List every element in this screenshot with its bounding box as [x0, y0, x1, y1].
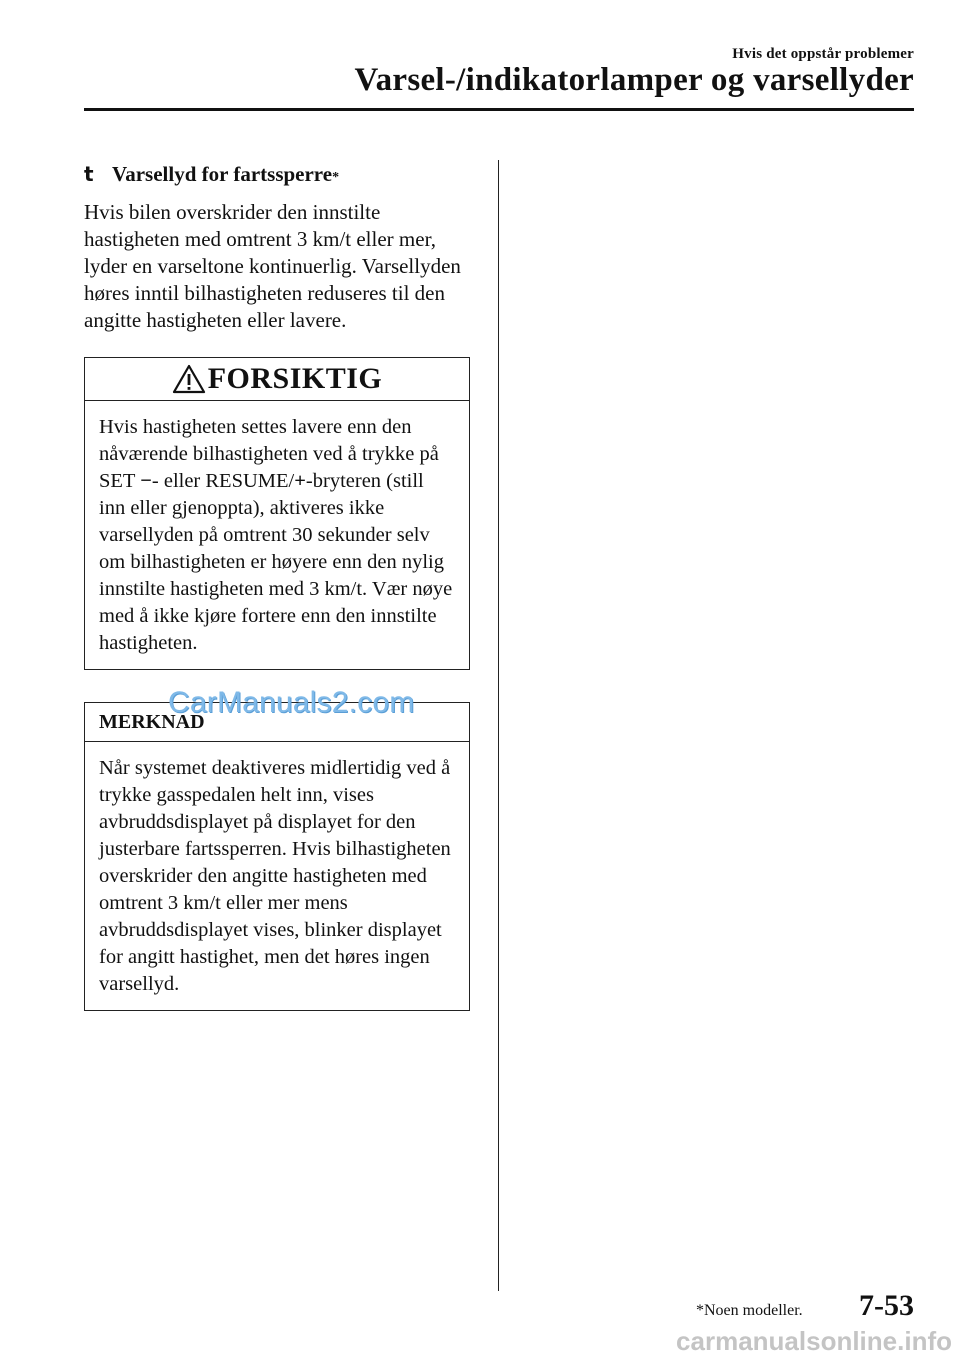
note-header: MERKNAD: [85, 703, 469, 742]
warning-triangle-icon: [172, 364, 206, 394]
resume-plus-symbol: +: [294, 470, 306, 492]
page-title: Varsel-/indikatorlamper og varsellyder: [354, 62, 914, 98]
caution-text-end: -bryteren (still inn eller gjenoppta), aktiveres ikke varsellyden på omtrent 30 sekunder selv om bilhastigheten er høyere enn den nylig innstilte hastigheten med 3 km/t. Vær nøye med å ikke kjøre fortere enn den innstilte hastigheten.: [99, 470, 453, 654]
section-heading-text: Varsellyd for fartssperre: [112, 162, 333, 186]
caution-text-start: Hvis hastigheten settes lavere enn den nåværende bilhastigheten ved å trykke på SET: [99, 416, 439, 492]
caution-title: FORSIKTIG: [207, 362, 383, 395]
caution-text: [99, 414, 455, 657]
caution-text-middle: - eller RESUME/: [151, 470, 295, 492]
column-divider: [498, 160, 499, 1291]
caution-body: [85, 401, 469, 669]
page-number: 7-53: [859, 1289, 914, 1322]
footnote: *Noen modeller.: [696, 1302, 803, 1319]
header-rule: [84, 108, 914, 111]
section-heading: t Varsellyd for fartssperre *: [84, 162, 340, 186]
section-body: Hvis bilen overskrider den innstilte hastigheten med omtrent 3 km/t eller mer, lyder en varseltone kontinuerlig. Varsellyden høres inntil bilhastigheten reduseres til den angitte hastigheten eller lavere.: [84, 200, 461, 332]
watermark-center: CarManuals2.com: [168, 686, 415, 719]
left-column: [84, 162, 470, 1011]
note-text: Når systemet deaktiveres midlertidig ved å trykke gasspedalen helt inn, vises avbruddsdisplayet på displayet for den justerbare fartssperren. Hvis bilhastigheten overskrider den angitte hastigheten med omtrent 3 km/t eller mer mens avbruddsdisplayet vises, blinker displayet for angitt hastighet, men det høres ingen varsellyd.: [99, 757, 451, 995]
section-bullet: t: [84, 162, 94, 186]
set-minus-symbol: −: [140, 470, 152, 492]
caution-header: [85, 358, 469, 401]
watermark-bottom: carmanualsonline.info: [676, 1326, 952, 1356]
note-box: [84, 702, 470, 1011]
caution-box: [84, 357, 470, 670]
header-chapter: Hvis det oppstår problemer: [732, 46, 914, 62]
note-body: [85, 742, 469, 1010]
